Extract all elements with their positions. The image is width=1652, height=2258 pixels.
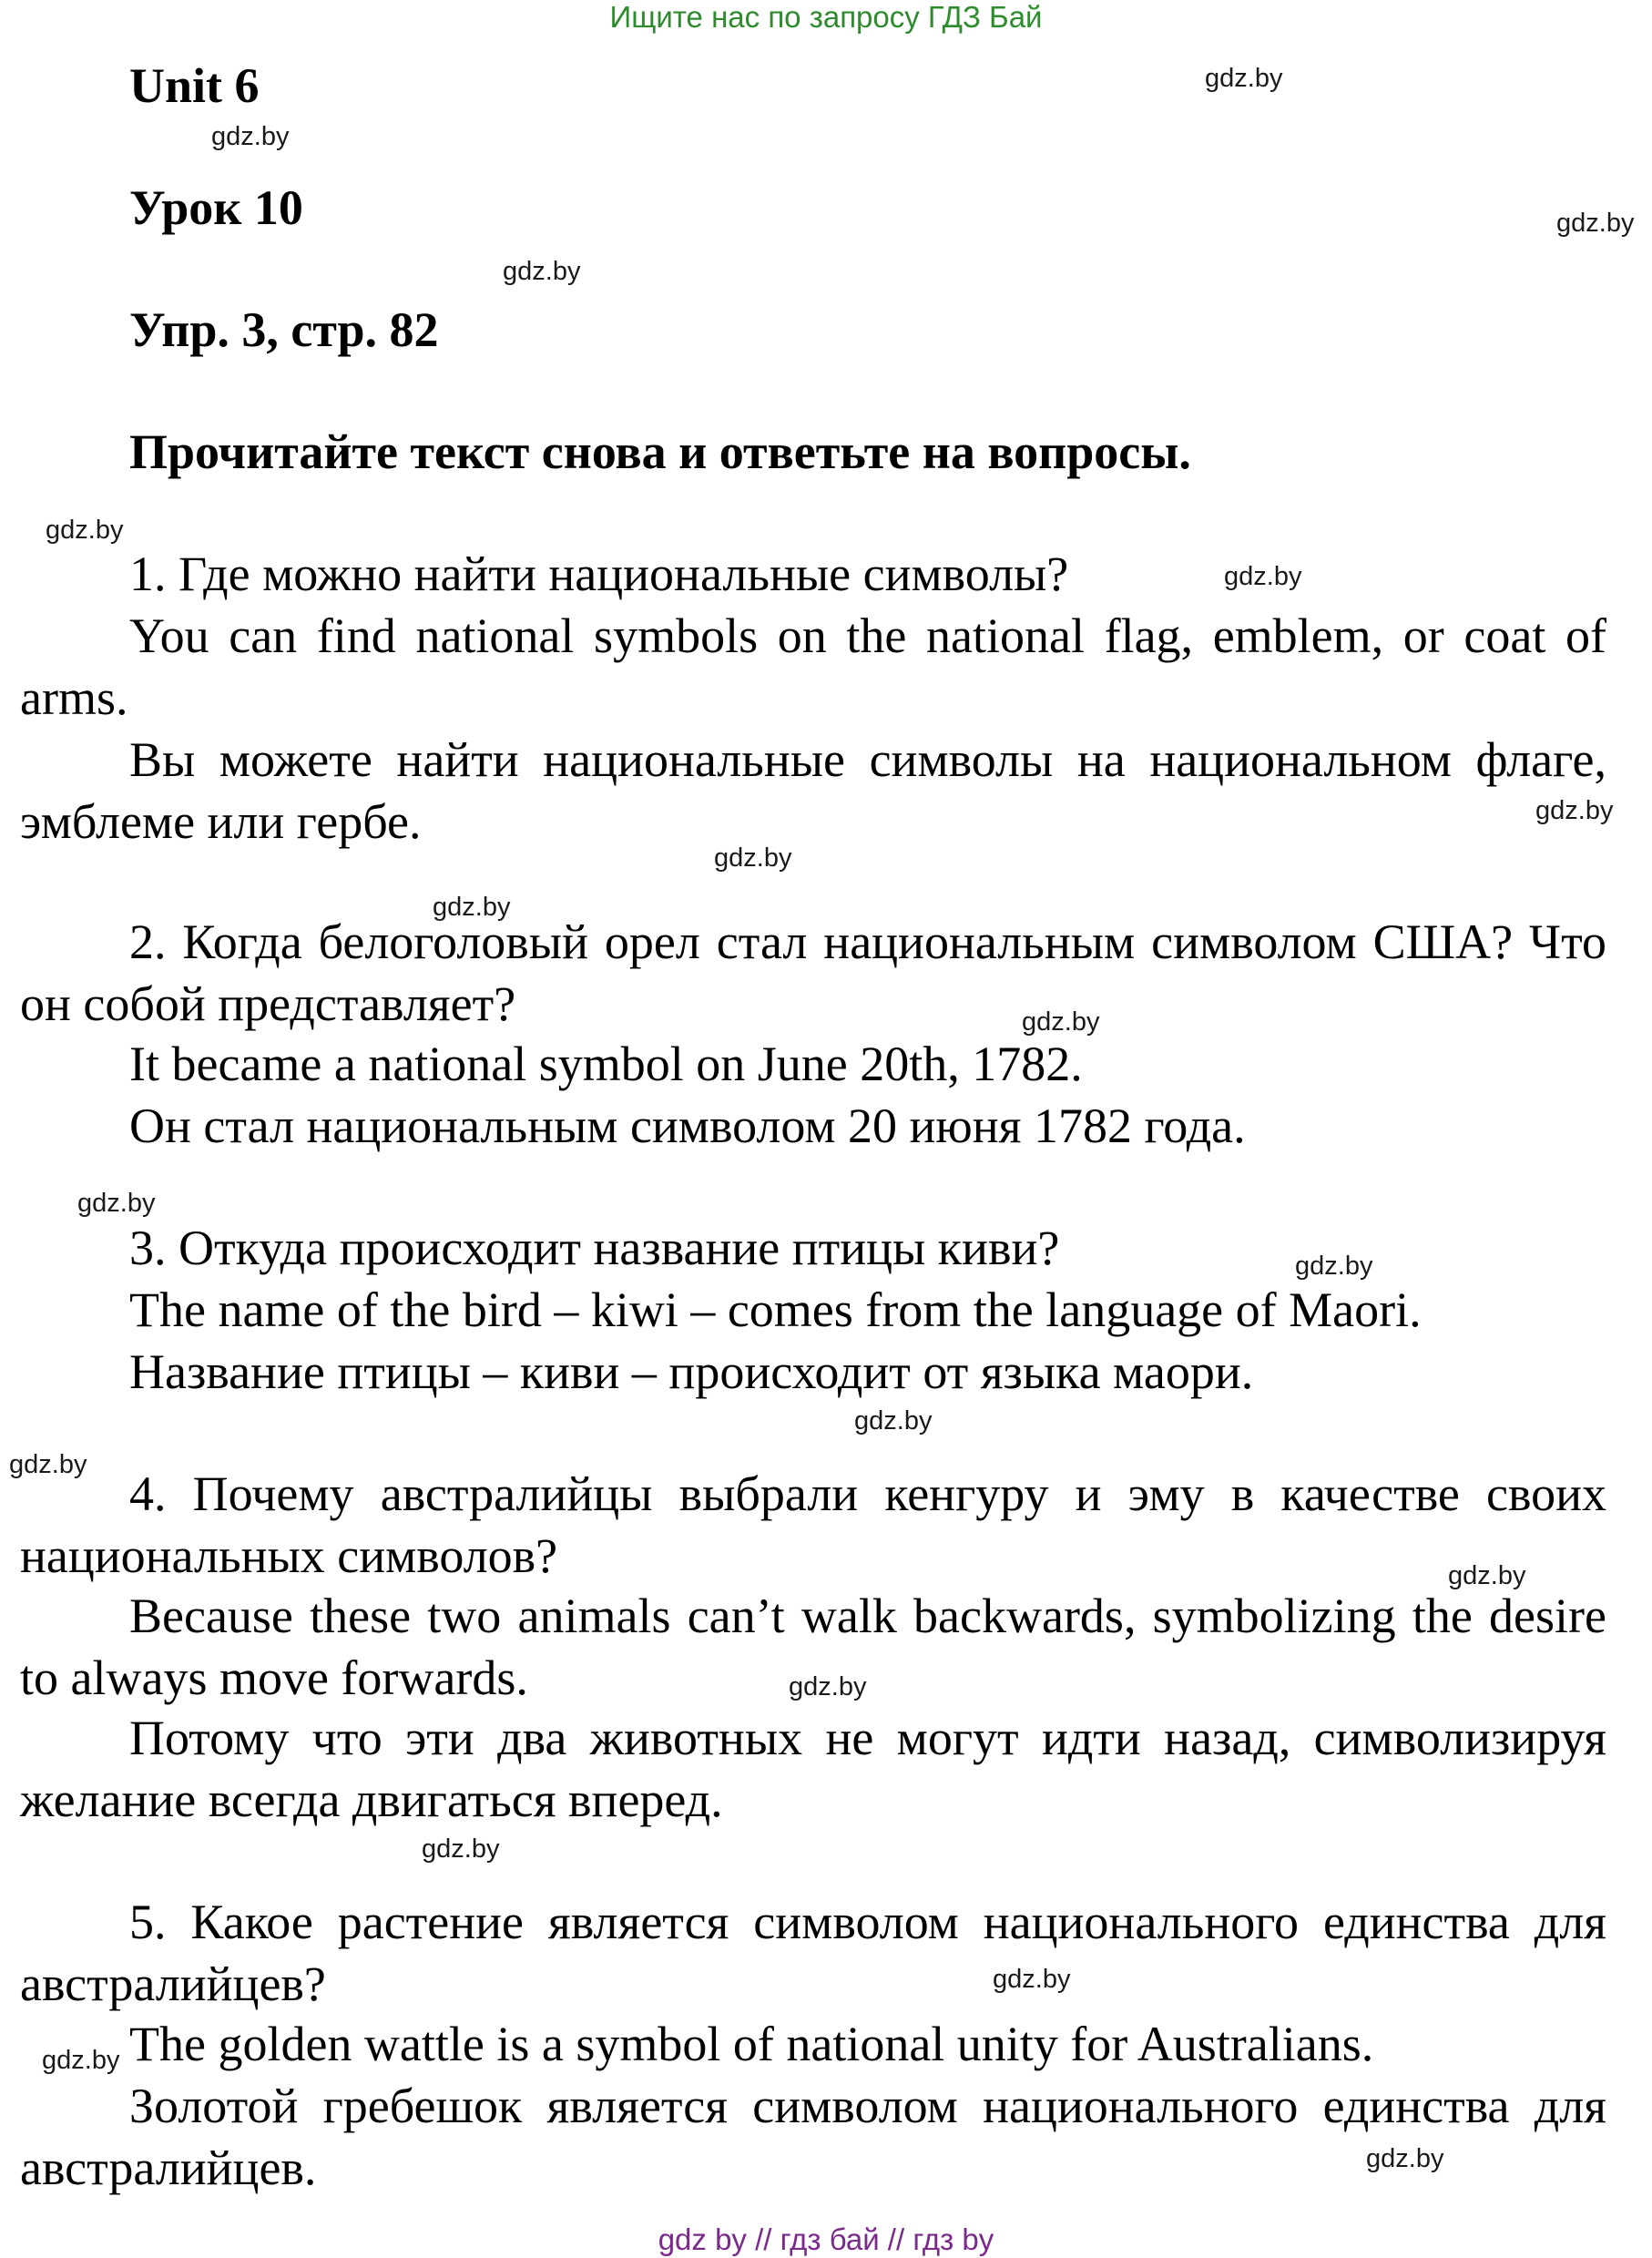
watermark: gdz.by xyxy=(1022,1007,1100,1037)
lesson-heading: Урок 10 xyxy=(129,180,303,235)
footer-links: gdz by // гдз бай // гдз by xyxy=(658,2222,994,2256)
exercise-heading: Упр. 3, стр. 82 xyxy=(129,302,439,357)
watermark: gdz.by xyxy=(433,893,511,922)
answer-1-en: You can find national symbols on the national flag, emblem, or coat of arms. xyxy=(20,608,1606,725)
answer-5-en: The golden wattle is a symbol of national unity for Australians. xyxy=(129,2017,1374,2071)
watermark: gdz.by xyxy=(854,1406,933,1436)
top-banner: Ищите нас по запросу ГДЗ Бай xyxy=(609,0,1043,34)
unit-heading: Unit 6 xyxy=(129,58,260,113)
watermark: gdz.by xyxy=(77,1189,156,1218)
watermark: gdz.by xyxy=(714,843,792,873)
watermark: gdz.by xyxy=(1295,1252,1373,1281)
watermark: gdz.by xyxy=(993,1965,1071,1994)
watermark: gdz.by xyxy=(1556,209,1635,238)
answer-4-ru: Потому что эти два животных не могут идти назад, символизируя желание всегда двигаться вперед. xyxy=(20,1711,1606,1827)
answer-4-en: Because these two animals can’t walk backwards, symbolizing the desire to always move forwards. xyxy=(20,1589,1606,1705)
question-2: 2. Когда белоголовый орел стал национальным символом США? Что он собой представляет? xyxy=(20,914,1606,1031)
task-instruction: Прочитайте текст снова и ответьте на вопросы. xyxy=(129,424,1191,479)
watermark: gdz.by xyxy=(1535,796,1614,825)
question-4: 4. Почему австралийцы выбрали кенгуру и эму в качестве своих национальных символов? xyxy=(20,1466,1606,1583)
watermark: gdz.by xyxy=(503,257,581,286)
watermark: gdz.by xyxy=(42,2046,120,2075)
watermark: gdz.by xyxy=(422,1834,500,1864)
watermark: gdz.by xyxy=(1448,1561,1526,1590)
answer-5-ru: Золотой гребешок является символом национального единства для австралийцев. xyxy=(20,2079,1606,2195)
watermark: gdz.by xyxy=(1205,64,1283,93)
answer-3-ru: Название птицы – киви – происходит от языка маори. xyxy=(129,1344,1254,1399)
question-3: 3. Откуда происходит название птицы киви? xyxy=(129,1221,1060,1275)
answer-3-en: The name of the bird – kiwi – comes from the language of Maori. xyxy=(129,1282,1422,1337)
answer-2-en: It became a national symbol on June 20th, 1782. xyxy=(129,1037,1083,1091)
answer-1-ru: Вы можете найти национальные символы на национальном флаге, эмблеме или гербе. xyxy=(20,732,1606,849)
watermark: gdz.by xyxy=(46,516,124,545)
watermark: gdz.by xyxy=(1366,2144,1444,2173)
watermark: gdz.by xyxy=(1224,562,1302,591)
question-5: 5. Какое растение является символом национального единства для австралийцев? xyxy=(20,1895,1606,2011)
watermark: gdz.by xyxy=(211,122,290,151)
answer-2-ru: Он стал национальным символом 20 июня 1782 года. xyxy=(129,1098,1246,1153)
question-1: 1. Где можно найти национальные символы? xyxy=(129,547,1069,601)
watermark: gdz.by xyxy=(9,1450,87,1479)
watermark: gdz.by xyxy=(789,1672,867,1701)
